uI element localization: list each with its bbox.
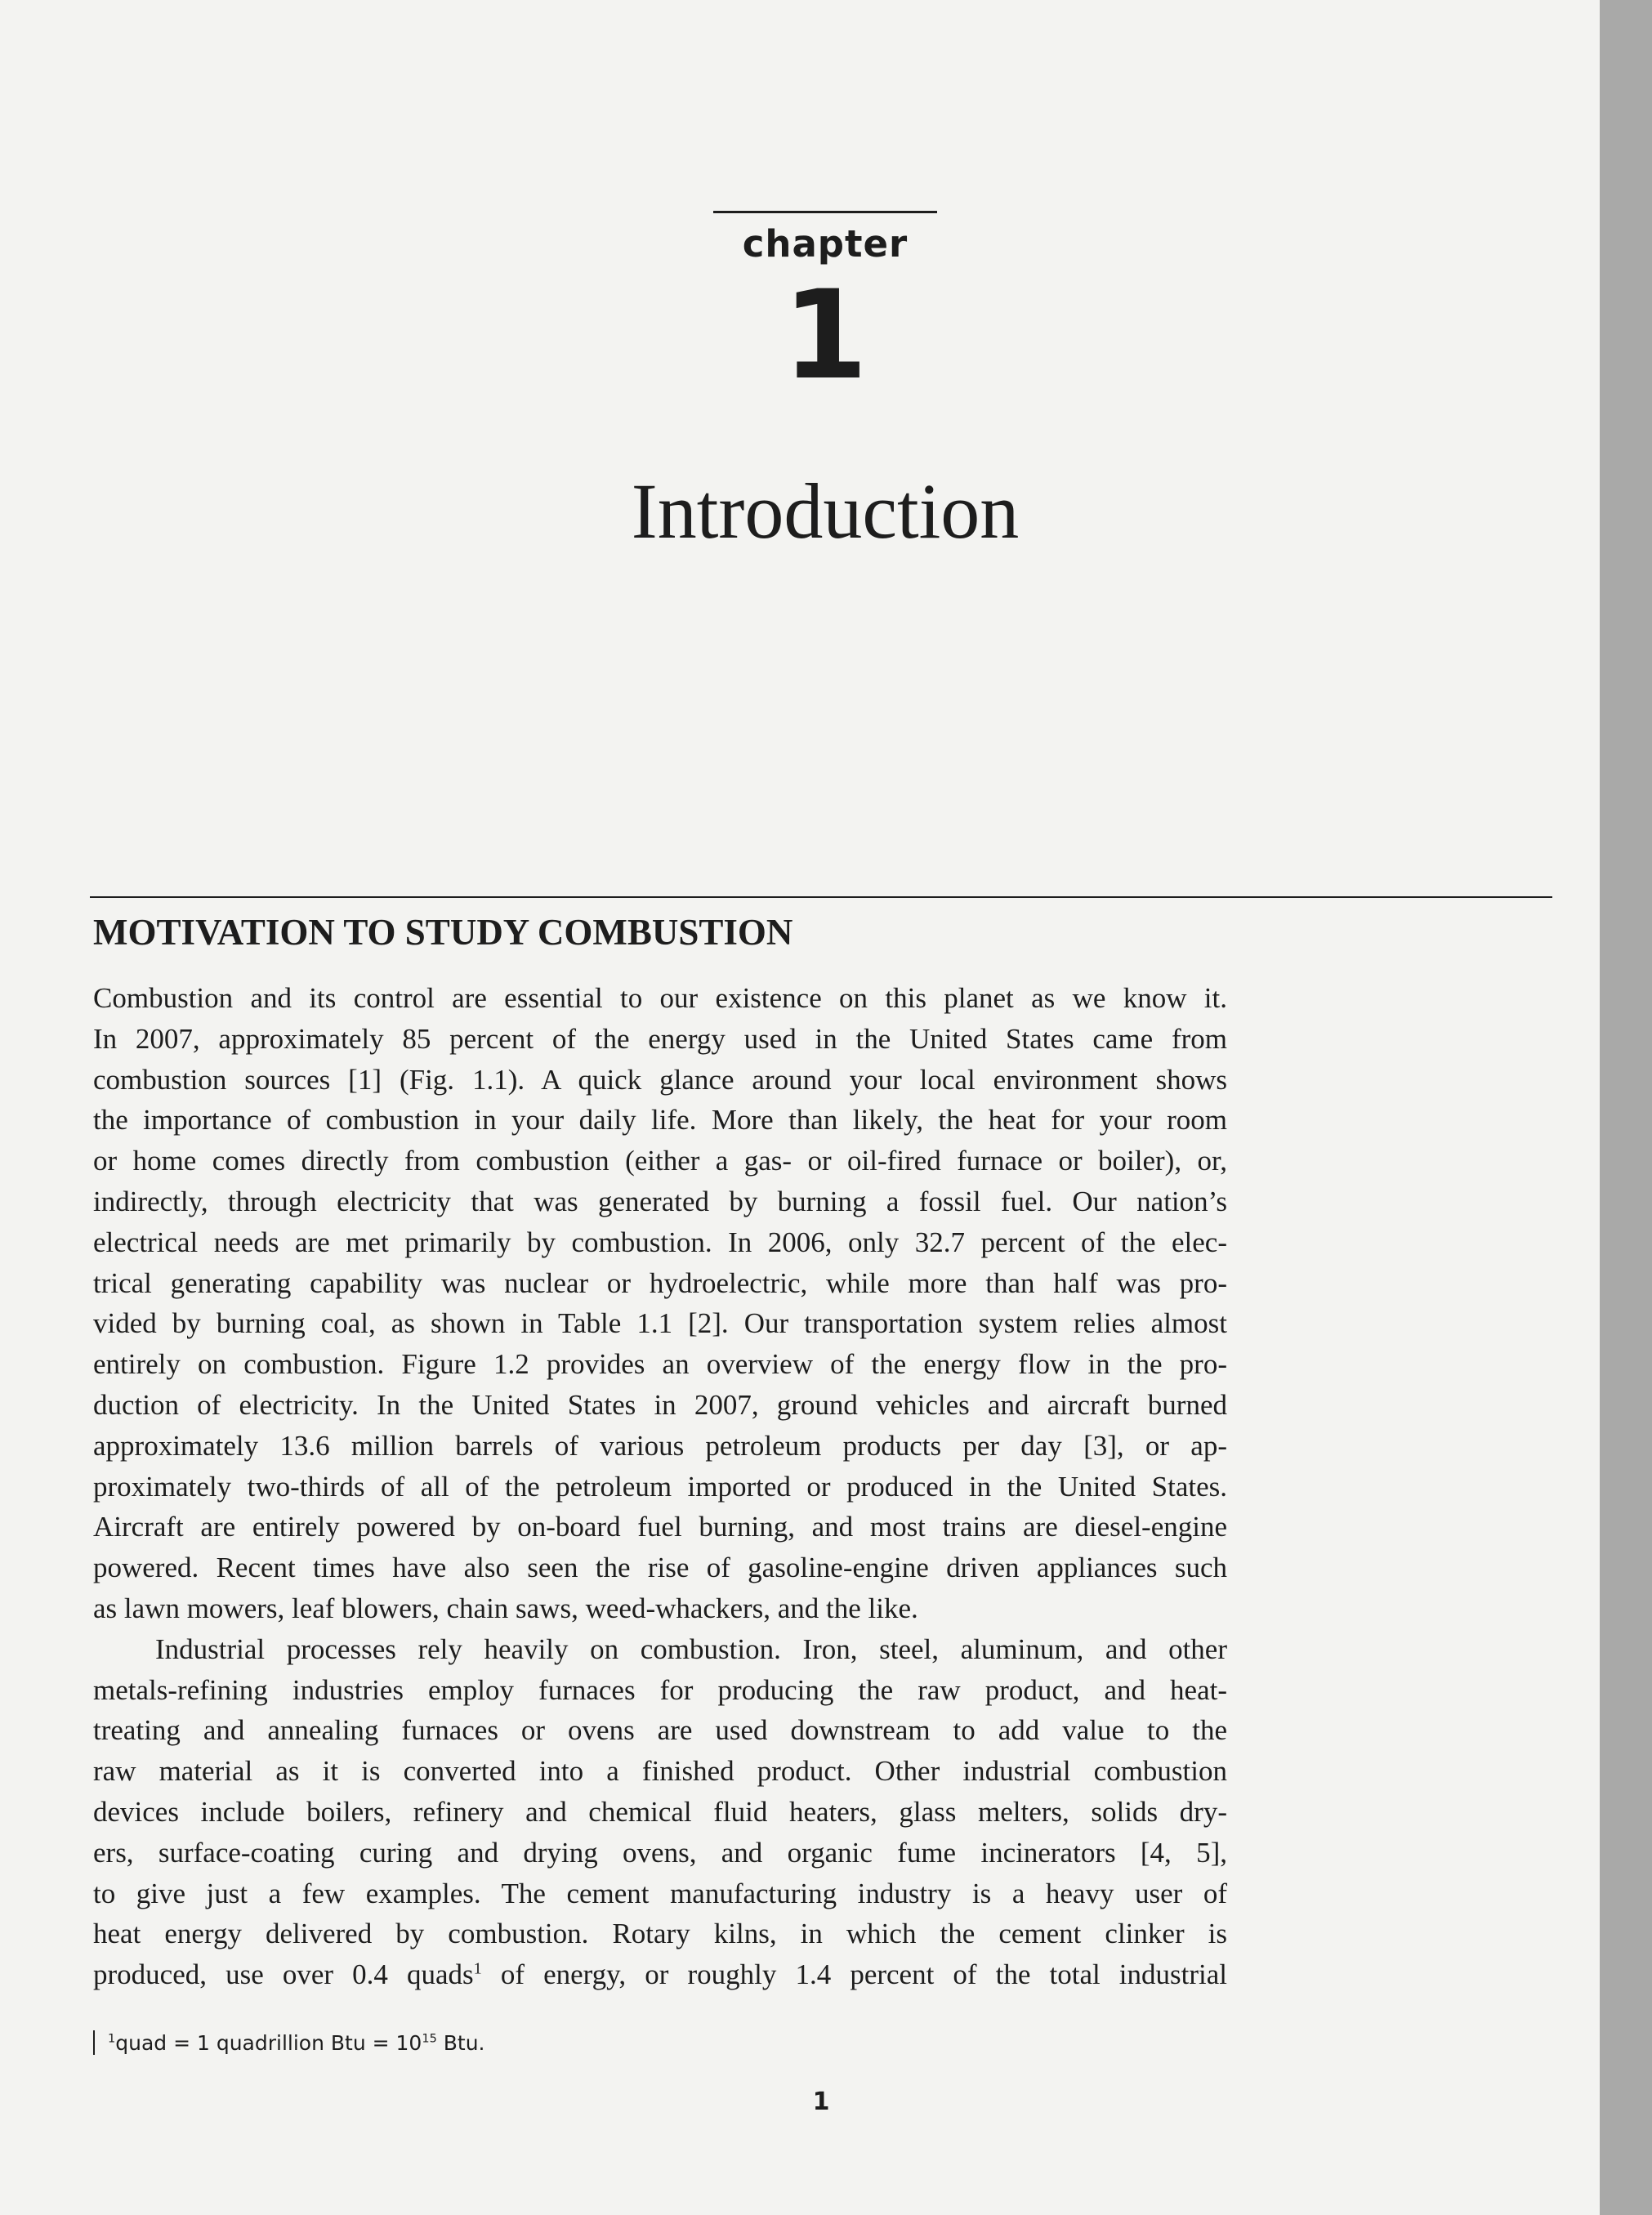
body-line: trical generating capability was nuclear or hydroelectric, while more than half was pro-: [93, 1266, 1227, 1299]
chapter-label: chapter: [713, 211, 937, 263]
body-text-run: produced, use over 0.4 quads: [93, 1958, 474, 1991]
body-line: duction of electricity. In the United States in 2007, ground vehicles and aircraft burned: [93, 1388, 1227, 1421]
body-line: approximately 13.6 million barrels of various petroleum products per day [3], or ap-: [93, 1429, 1227, 1462]
footnote-marker: 1: [108, 2032, 116, 2046]
body-text: [93, 978, 1227, 1995]
footnote-bar: [93, 2030, 95, 2055]
body-line: treating and annealing furnaces or ovens are used downstream to add value to the: [93, 1714, 1227, 1747]
body-line: Aircraft are entirely powered by on-board fuel burning, and most trains are diesel-engine: [93, 1511, 1227, 1543]
body-line: devices include boilers, refinery and chemical fluid heaters, glass melters, solids dry-: [93, 1795, 1227, 1828]
body-line: the importance of combustion in your daily life. More than likely, the heat for your room: [93, 1104, 1227, 1137]
chapter-title: Introduction: [631, 467, 1020, 555]
section-heading: MOTIVATION TO STUDY COMBUSTION: [93, 912, 793, 953]
page-edge-shadow: [1600, 0, 1652, 2215]
body-line: Combustion and its control are essential to our existence on this planet as we know it.: [93, 982, 1227, 1014]
chapter-number: 1: [782, 265, 868, 407]
page-number: 1: [812, 2088, 830, 2116]
footnote-exponent: 15: [422, 2032, 437, 2046]
body-line: Industrial processes rely heavily on combustion. Iron, steel, aluminum, and other: [155, 1632, 1227, 1665]
section-divider: [90, 896, 1552, 898]
body-line: combustion sources [1] (Fig. 1.1). A quick glance around your local environment shows: [93, 1063, 1227, 1096]
body-line: ers, surface-coating curing and drying ovens, and organic fume incinerators [4, 5],: [93, 1836, 1227, 1869]
footnote-text-end: Btu.: [436, 2031, 485, 2055]
footnote-text: quad = 1 quadrillion Btu = 10: [115, 2031, 422, 2055]
body-line: indirectly, through electricity that was generated by burning a fossil fuel. Our nation’s: [93, 1185, 1227, 1217]
body-line: vided by burning coal, as shown in Table 1.1 [2]. Our transportation system relies almost: [93, 1307, 1227, 1340]
body-line: powered. Recent times have also seen the rise of gasoline-engine driven appliances such: [93, 1552, 1227, 1584]
body-line: as lawn mowers, leaf blowers, chain saws, weed-whackers, and the like.: [93, 1592, 918, 1624]
body-line: entirely on combustion. Figure 1.2 provides an overview of the energy flow in the pro-: [93, 1348, 1227, 1381]
body-line: In 2007, approximately 85 percent of the energy used in the United States came from: [93, 1022, 1227, 1055]
body-line: heat energy delivered by combustion. Rotary kilns, in which the cement clinker is: [93, 1918, 1227, 1950]
body-text-run: of energy, or roughly 1.4 percent of the total industrial: [481, 1958, 1227, 1991]
footnote: [93, 2030, 485, 2057]
body-line-with-footnote-ref: [93, 1954, 1227, 1995]
body-line: or home comes directly from combustion (either a gas- or oil-fired furnace or boiler), or,: [93, 1145, 1227, 1177]
body-line: to give just a few examples. The cement manufacturing industry is a heavy user of: [93, 1877, 1227, 1909]
body-line: raw material as it is converted into a finished product. Other industrial combustion: [93, 1755, 1227, 1788]
body-line: metals-refining industries employ furnaces for producing the raw product, and heat-: [93, 1673, 1227, 1706]
body-line: proximately two-thirds of all of the petroleum imported or produced in the United States.: [93, 1470, 1227, 1503]
footnote-reference: 1: [473, 1959, 482, 1978]
body-line: electrical needs are met primarily by combustion. In 2006, only 32.7 percent of the elec-: [93, 1226, 1227, 1258]
